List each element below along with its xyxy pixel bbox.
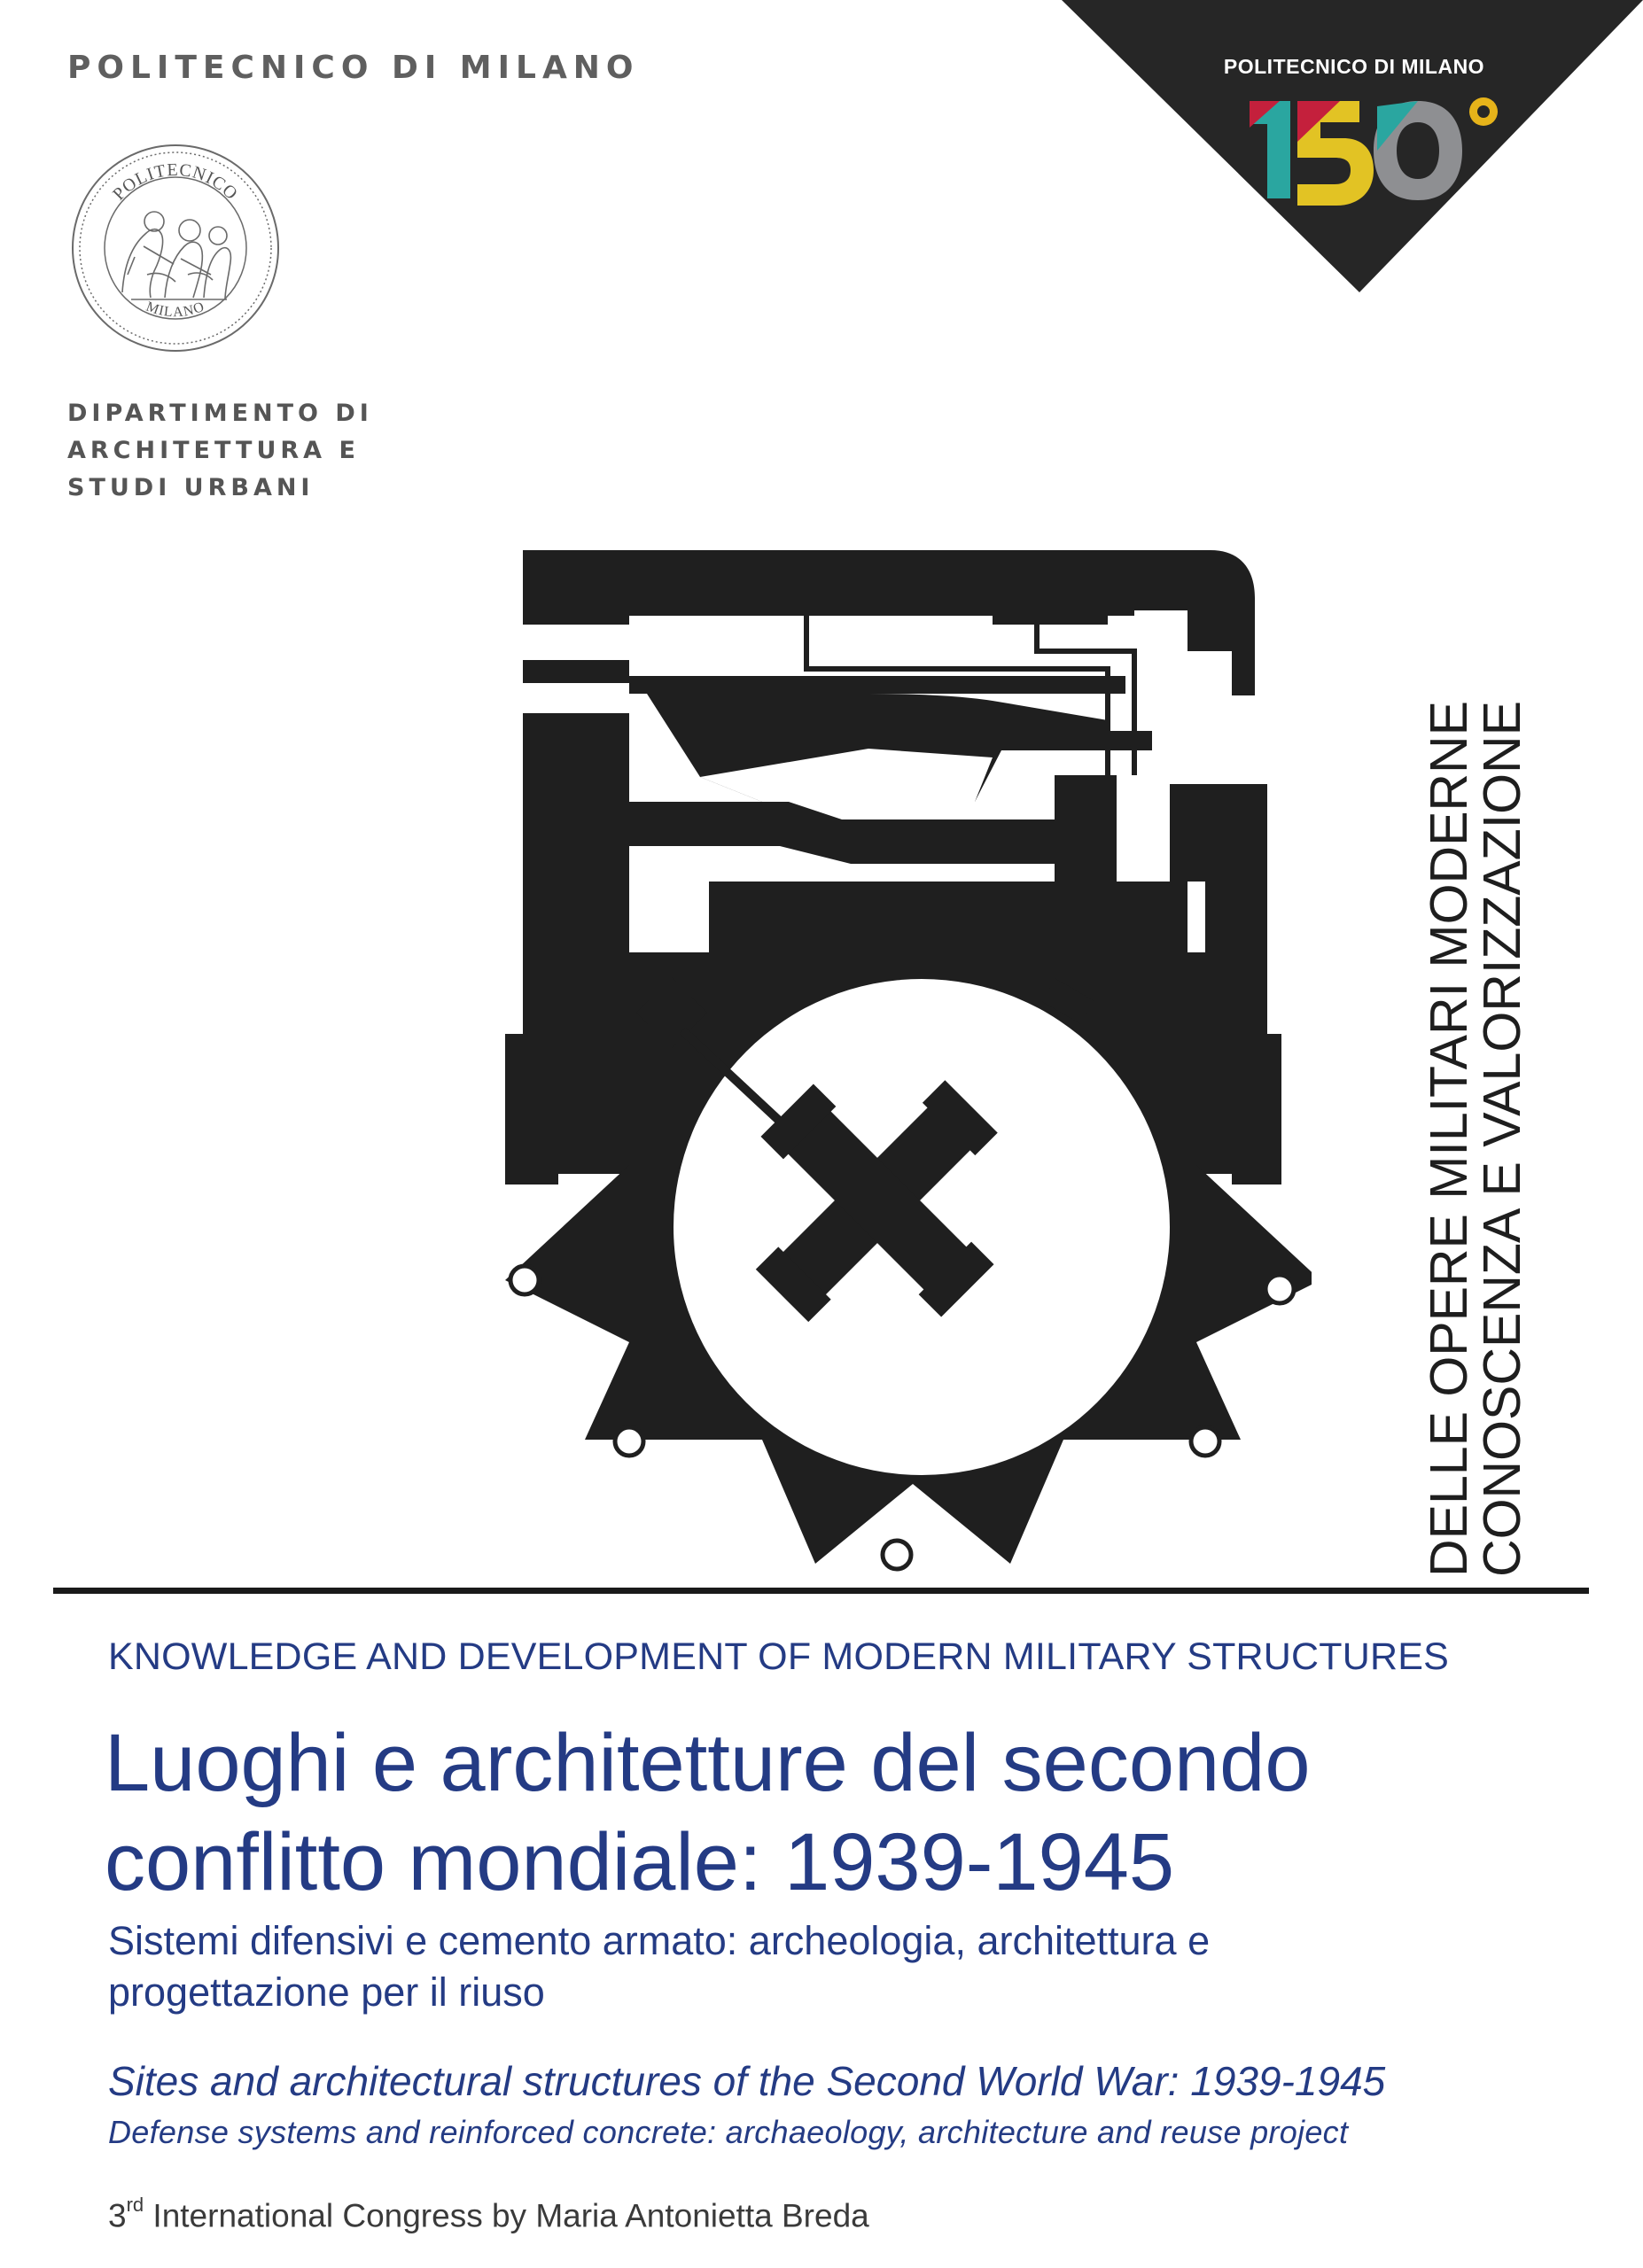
english-title: Sites and architectural structures of the Second World War: 1939-1945 <box>108 2058 1386 2104</box>
subtitle <box>108 1915 1210 2018</box>
ordinal-suffix: rd <box>126 2194 144 2216</box>
main-title-line-2: conflitto mondiale: 1939-1945 <box>105 1817 1175 1907</box>
side-title-line-1: CONOSCENZA E VALORIZZAZIONE <box>1473 701 1531 1577</box>
subtitle-line-1: Sistemi difensivi e cemento armato: archeologia, architettura e <box>108 1918 1211 1963</box>
svg-text:POLITECNICO <box>109 160 242 205</box>
horizontal-rule <box>53 1588 1589 1594</box>
department-line-3: STUDI URBANI <box>67 474 315 501</box>
side-title <box>1422 549 1538 1577</box>
bunker-drawing <box>496 545 1312 1573</box>
department-line-2: ARCHITETTURA E <box>67 437 360 464</box>
main-title <box>105 1713 1311 1912</box>
university-name: POLITECNICO DI MILANO <box>67 50 640 86</box>
main-title-line-1: Luoghi e architetture del secondo <box>105 1718 1311 1808</box>
university-seal <box>69 142 282 354</box>
anniversary-label: POLITECNICO DI MILANO <box>1223 55 1485 78</box>
congress-credit <box>108 2194 869 2234</box>
english-heading: KNOWLEDGE AND DEVELOPMENT OF MODERN MILITARY STRUCTURES <box>108 1635 1450 1678</box>
ordinal-number: 3 <box>108 2197 127 2234</box>
department-name <box>67 395 373 507</box>
seal-top-text: POLITECNICO <box>109 159 242 205</box>
seal-bottom-text: MILANO <box>144 299 207 321</box>
department-line-1: DIPARTIMENTO DI <box>67 400 373 427</box>
svg-text:MILANO <box>144 299 206 321</box>
english-subtitle: Defense systems and reinforced concrete: archaeology, architecture and reuse project <box>108 2114 1349 2150</box>
anniversary-150-logo <box>1244 89 1510 213</box>
subtitle-line-2: progettazione per il riuso <box>108 1969 545 2015</box>
congress-text: International Congress by Maria Antonietta Breda <box>144 2197 869 2234</box>
side-title-line-2: DELLE OPERE MILITARI MODERNE <box>1420 701 1478 1577</box>
